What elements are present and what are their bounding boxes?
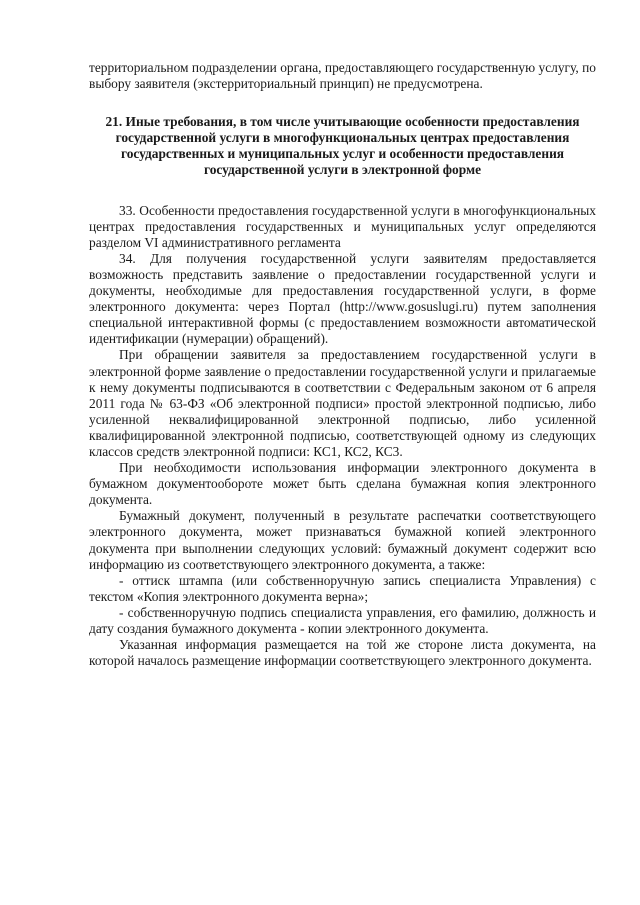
paragraph-electronic-signature: При обращении заявителя за предоставлением государственной услуги в электронной форме заявление о предоставлении государственной услуги и прилагаемые к нему документы подписываются в соответствии с Федеральным законом от 6 апреля 2011 года № 63-ФЗ «Об электронной подписи» простой электронной подписью, либо усиленной неквалифицированной электронной подписью, либо усиленной квалифицированной электронной подписью, соответствующей одному из следующих классов средств электронной подписи: КС1, КС2, КС3. xyxy=(89,347,596,459)
intro-paragraph: территориальном подразделении органа, предоставляющего государственную услугу, по выбору заявителя (экстерриториальный принцип) не предусмотрена. xyxy=(89,60,596,92)
list-item-stamp: - оттиск штампа (или собственноручную запись специалиста Управления) с текстом «Копия электронного документа верна»; xyxy=(89,572,596,604)
list-item-signature: - собственноручную подпись специалиста управления, его фамилию, должность и дату создания бумажного документа - копии электронного документа. xyxy=(89,604,596,636)
paragraph-paper-copy: При необходимости использования информации электронного документа в бумажном документообороте может быть сделана бумажная копия электронного документа. xyxy=(89,460,596,508)
paragraph-33: 33. Особенности предоставления государственной услуги в многофункциональных центрах предоставления государственных и муниципальных услуг определяются разделом VI административного регламента xyxy=(89,202,596,250)
paragraph-34: 34. Для получения государственной услуги заявителям предоставляется возможность представить заявление о предоставлении государственной услуги и документы, необходимые для предоставления государственной услуги, в форме электронного документа: через Портал (http://www.gosuslugi.ru) путем заполнения специальной интерактивной формы (с предоставлением возможности автоматической идентификации (нумерации) обращений). xyxy=(89,250,596,347)
paragraph-paper-document-conditions: Бумажный документ, полученный в результате распечатки соответствующего электронного документа, может признаваться бумажной копией электронного документа при выполнении следующих условий: бумажный документ содержит всю информацию из соответствующего электронного документа, а также: xyxy=(89,508,596,572)
section-heading: 21. Иные требования, в том числе учитывающие особенности предоставления государственной услуги в многофункциональных центрах предоставления государственных и муниципальных услуг и особенности предоставления государственной услуги в электронной форме xyxy=(105,114,580,178)
paragraph-placement: Указанная информация размещается на той же стороне листа документа, на которой началось размещение информации соответствующего электронного документа. xyxy=(89,637,596,669)
document-page xyxy=(89,60,596,669)
